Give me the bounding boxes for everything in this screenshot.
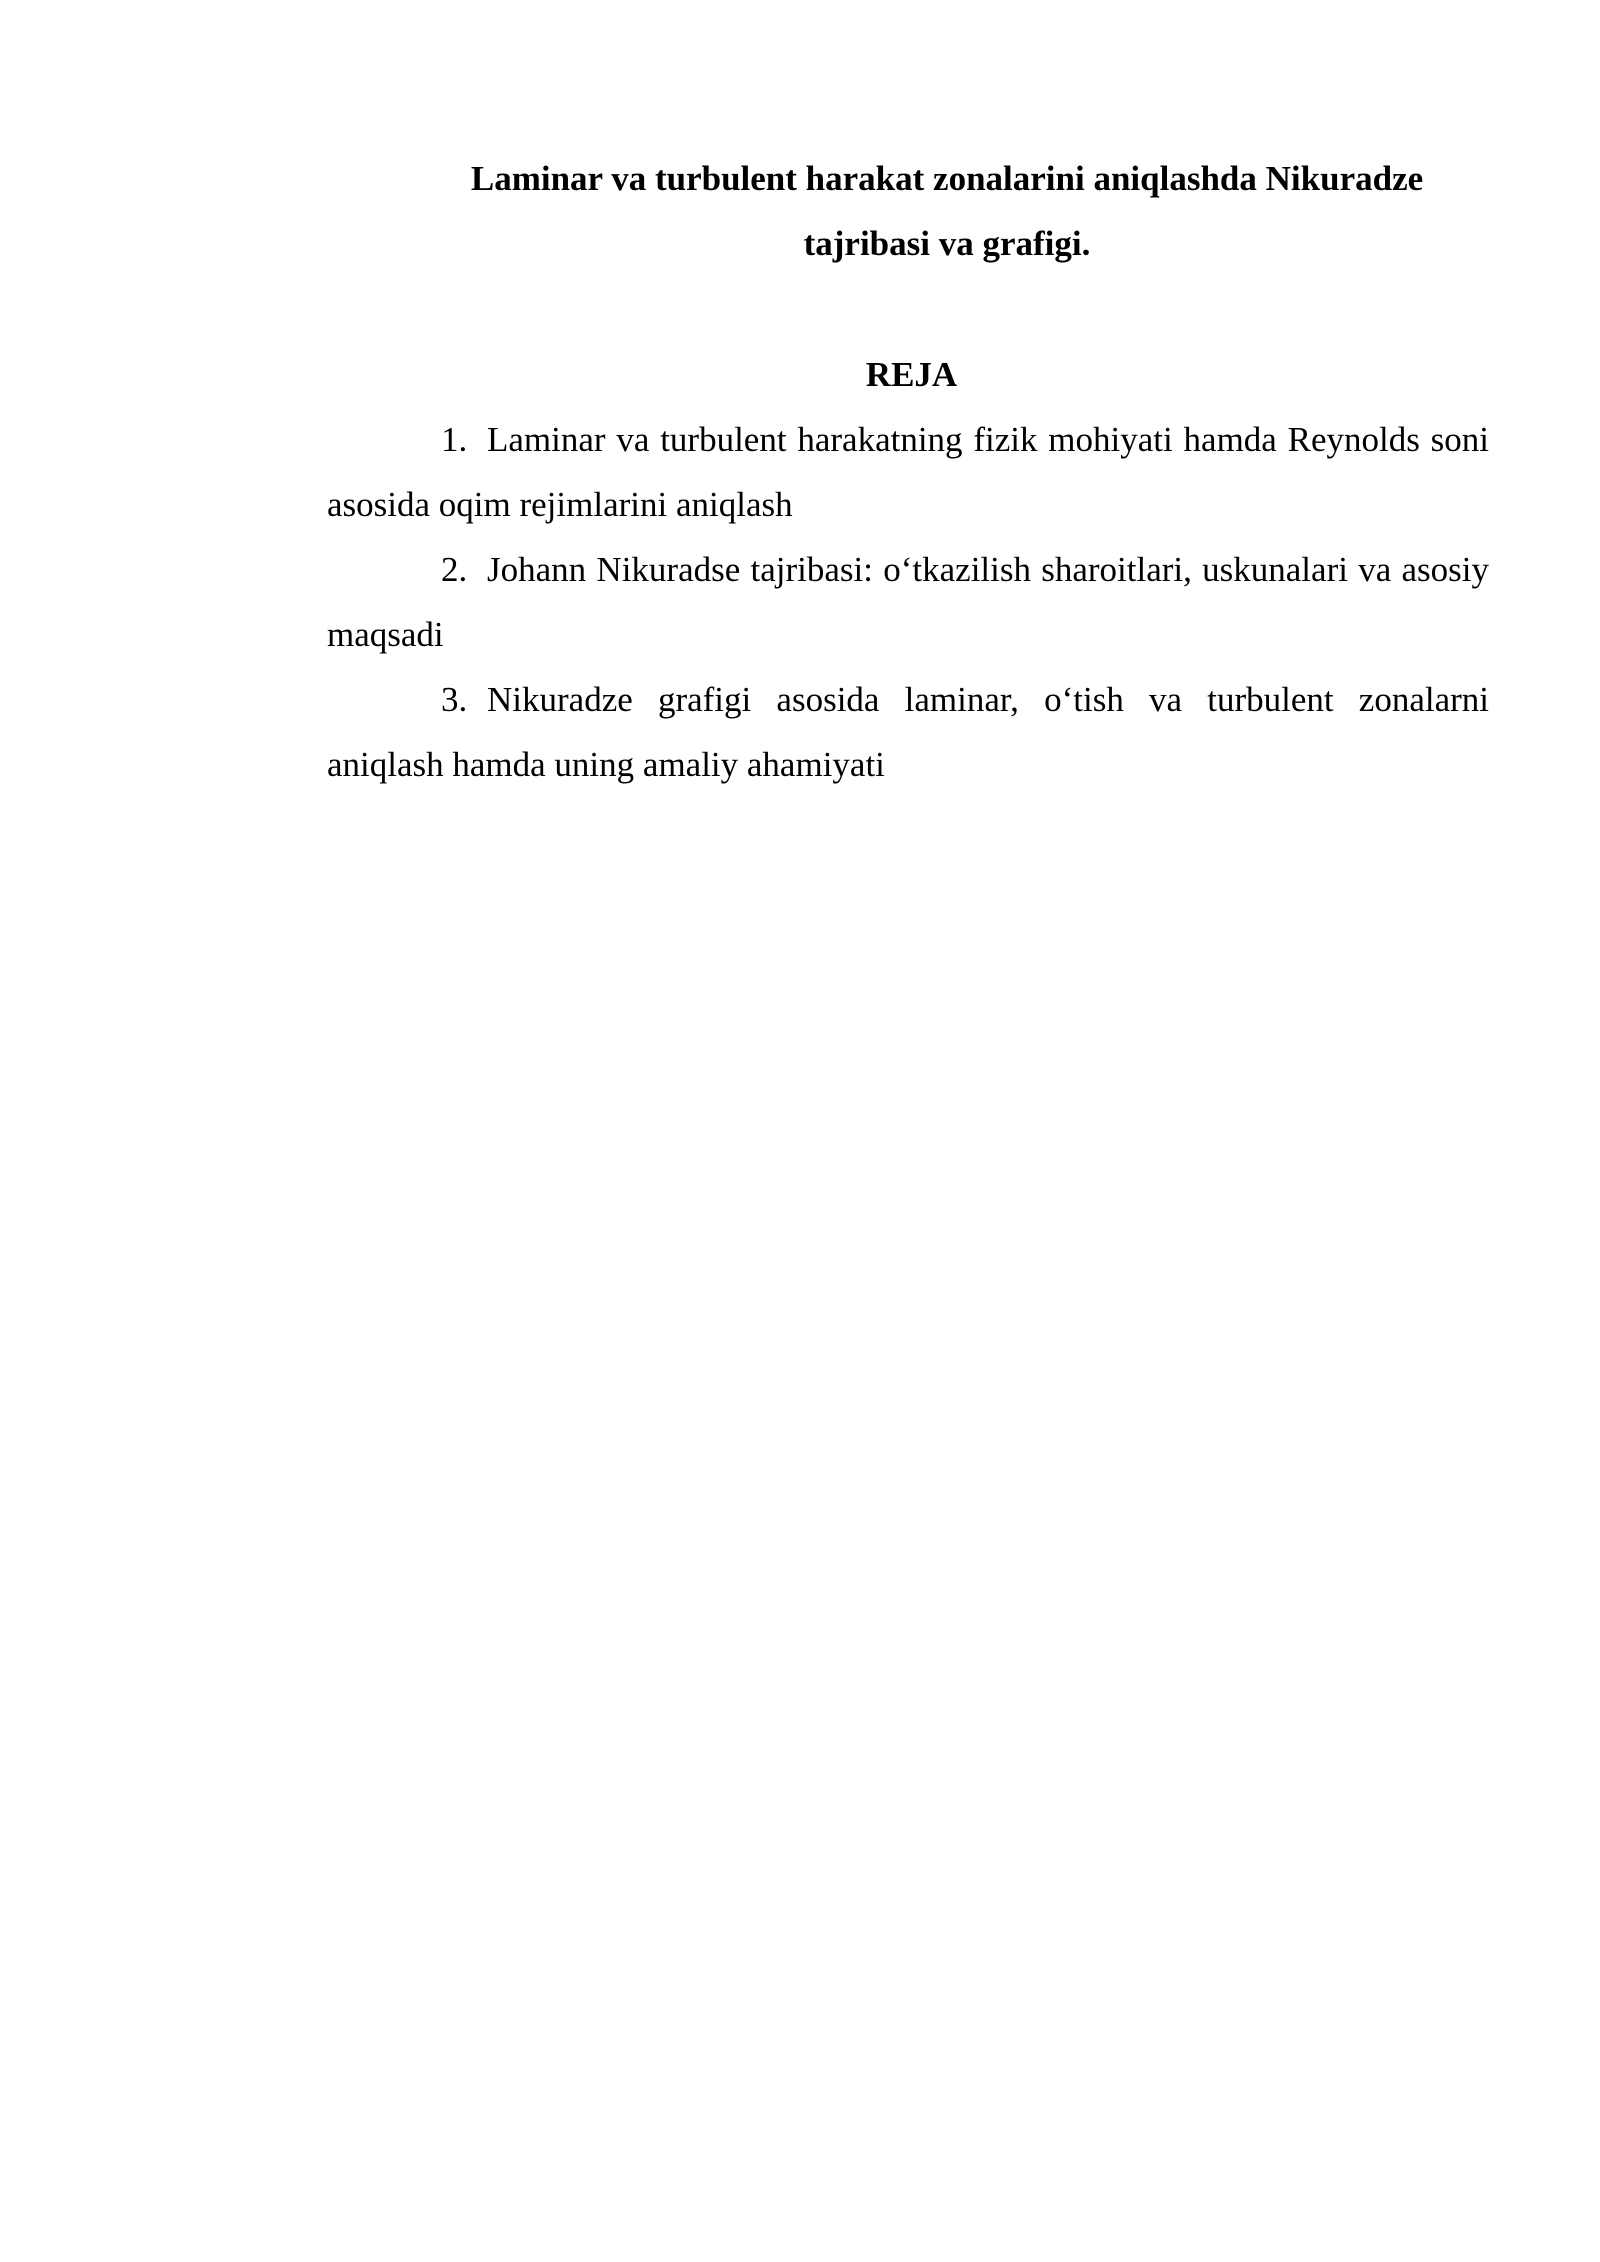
plan-heading: REJA [865, 355, 958, 394]
document-title-line-2: tajribasi va grafigi. [803, 224, 1091, 263]
plan-item-text: Laminar va turbulent harakatning fizik mohiyati hamda Reynolds soni asosida oqim rejimlarini aniqlash [327, 420, 1489, 524]
plan-item-number: 1. [441, 420, 468, 459]
plan-item-text: Nikuradze grafigi asosida laminar, o‘tish va turbulent zonalarni aniqlash hamda uning amaliy ahamiyati [327, 680, 1489, 784]
document-title-line-1: Laminar va turbulent harakat zonalarini aniqlashda Nikuradze [470, 159, 1424, 198]
page-content [327, 146, 1489, 797]
plan-item-text: Johann Nikuradse tajribasi: o‘tkazilish sharoitlari, uskunalari va asosiy maqsadi [327, 550, 1489, 654]
document-title [327, 146, 1489, 276]
plan-item-1 [327, 407, 1489, 537]
plan-item-number: 2. [441, 550, 468, 589]
plan-item-3 [327, 667, 1489, 797]
plan-list [327, 407, 1489, 797]
plan-item-2 [327, 537, 1489, 667]
plan-item-number: 3. [441, 680, 468, 719]
